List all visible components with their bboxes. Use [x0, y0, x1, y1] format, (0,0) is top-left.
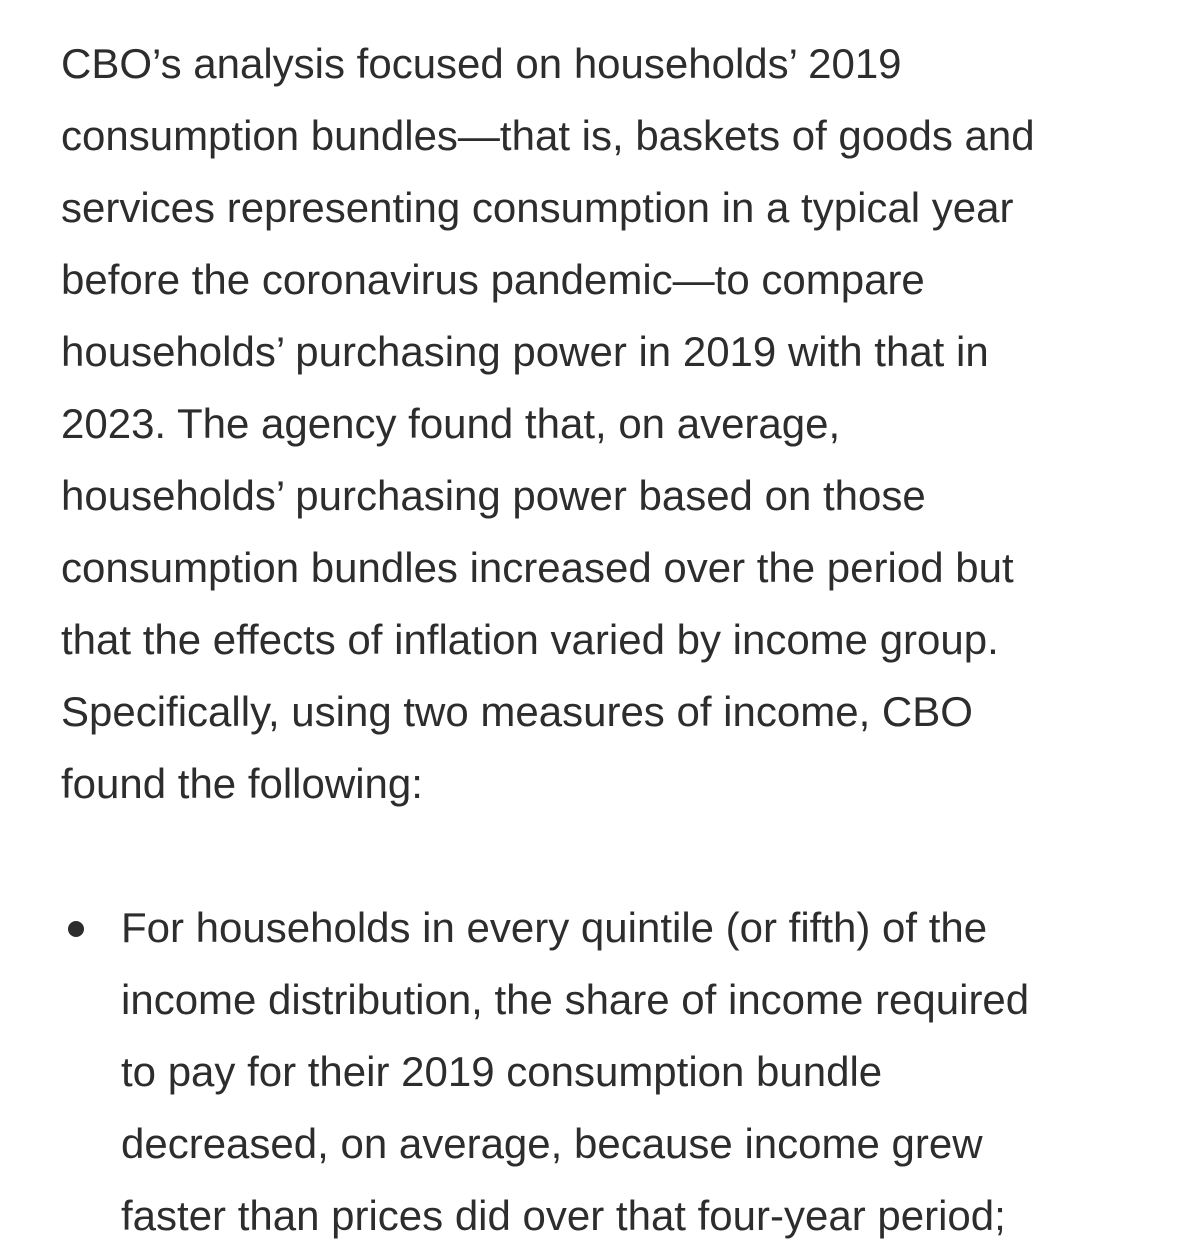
paragraph-line: Specifically, using two measures of income, CBO	[61, 688, 973, 735]
paragraph-line: services representing consumption in a typical year	[61, 184, 1014, 231]
bullet-point-icon	[68, 921, 84, 937]
paragraph-line: CBO’s analysis focused on households’ 2019	[61, 40, 902, 87]
paragraph-line: before the coronavirus pandemic—to compare	[61, 256, 925, 303]
bullet-line: faster than prices did over that four-year period;	[121, 1192, 1006, 1239]
bullet-line: income distribution, the share of income required	[121, 976, 1030, 1023]
paragraph-line: 2023. The agency found that, on average,	[61, 400, 841, 447]
bullet-line: to pay for their 2019 consumption bundle	[121, 1048, 883, 1095]
paragraph-line: households’ purchasing power based on those	[61, 472, 926, 519]
bullet-line: For households in every quintile (or fifth) of the	[121, 904, 988, 951]
paragraph-line: found the following:	[61, 760, 423, 807]
paragraph-line: households’ purchasing power in 2019 with that in	[61, 328, 989, 375]
bullet-line: decreased, on average, because income grew	[121, 1120, 983, 1167]
paragraph-line: consumption bundles—that is, baskets of goods and	[61, 112, 1035, 159]
paragraph-line: that the effects of inflation varied by income group.	[61, 616, 999, 663]
paragraph-line: consumption bundles increased over the period but	[61, 544, 1014, 591]
